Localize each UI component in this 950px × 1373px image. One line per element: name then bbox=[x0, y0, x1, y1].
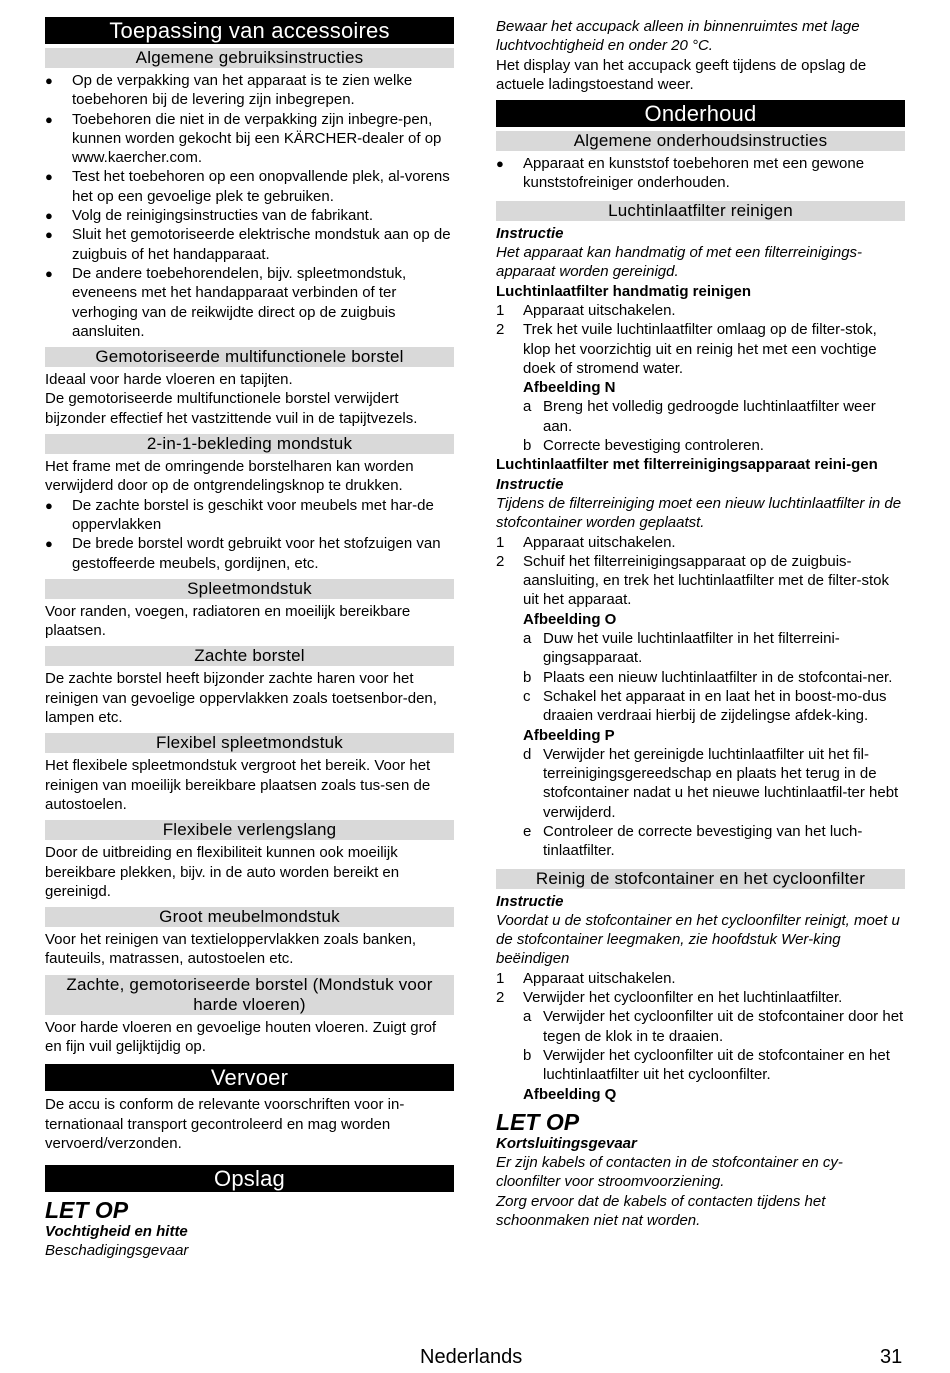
substep-text: Correcte bevestiging controleren. bbox=[543, 437, 764, 455]
substep-text: Plaats een nieuw luchtinlaatfilter in de stofcontai-ner. bbox=[543, 668, 893, 686]
substep-text: Verwijder het cycloonfilter uit de stofcontainer en het luchtinlaatfilter uit het cycloonfilter. bbox=[543, 1046, 890, 1084]
subheading-flexibel-spleetmondstuk: Flexibel spleetmondstuk bbox=[45, 733, 454, 753]
section-heading-onderhoud: Onderhoud bbox=[496, 100, 905, 127]
hand-substeps bbox=[523, 397, 905, 455]
app-steps bbox=[496, 533, 905, 610]
step-number: 2 bbox=[496, 321, 505, 339]
paragraph: Het frame met de omringende borstelharen kan worden verwijderd door op de ontgrendelingsknop te drukken. bbox=[45, 458, 414, 495]
substep-letter: b bbox=[523, 437, 532, 455]
figure-reference: Afbeelding O bbox=[523, 610, 617, 628]
step-item bbox=[496, 320, 905, 378]
paragraph: Het flexibele spleetmondstuk vergroot het bereik. Voor het reinigen van moeilijk bereikbare plaatsen zoals tus-sen de autostoelen. bbox=[45, 757, 431, 813]
list-item: ● Toebehoren die niet in de verpakking zijn inbegre-pen, kunnen worden gekocht bij een KÄRCHER-dealer of op www.kaercher.com. bbox=[45, 110, 454, 168]
list-item: ● Sluit het gemotoriseerde elektrische mondstuk aan op de zuigbuis of het handapparaat. bbox=[45, 225, 454, 264]
warning-subheading: Kortsluitingsgevaar bbox=[496, 1134, 637, 1152]
list-item: ● Volg de reinigingsinstructies van de fabrikant. bbox=[45, 206, 454, 225]
list-item: ● De andere toebehorendelen, bijv. spleetmondstuk, eveneens met het handapparaat verbinden of ter verhoging van de reikwijdte direct op de zuigbuis aansluiten. bbox=[45, 264, 454, 341]
paragraph: De zachte borstel heeft bijzonder zachte haren voor het reinigen van gevoelige oppervlakken zoals toetsenbor-den, lampen etc. bbox=[45, 670, 437, 727]
substep-letter: b bbox=[523, 1046, 532, 1064]
subheading-flexibele-verlengslang: Flexibele verlengslang bbox=[45, 820, 454, 840]
step-item bbox=[496, 988, 905, 1007]
gebruik-list bbox=[45, 71, 454, 341]
page-number: 31 bbox=[880, 1346, 903, 1368]
subheading-harde-vloeren: Zachte, gemotoriseerde borstel (Mondstuk voor harde vloeren) bbox=[45, 975, 454, 1015]
subheading-algemene-onderhoud: Algemene onderhoudsinstructies bbox=[496, 131, 905, 151]
left-column bbox=[45, 17, 454, 1261]
cycloon-steps bbox=[496, 969, 905, 1008]
figure-reference: Afbeelding N bbox=[523, 379, 616, 397]
substep-letter: b bbox=[523, 668, 532, 686]
twoin1-list bbox=[45, 496, 454, 573]
substep-text: Verwijder het cycloonfilter uit de stofcontainer door het tegen de klok in te draaien. bbox=[543, 1008, 904, 1045]
list-item: ● Apparaat en kunststof toebehoren met een gewone kunststofreiniger onderhouden. bbox=[496, 154, 905, 193]
substep-item bbox=[523, 668, 905, 687]
substep-item bbox=[523, 1046, 905, 1085]
subheading-meubelmondstuk: Groot meubelmondstuk bbox=[45, 907, 454, 927]
substep-letter: d bbox=[523, 745, 532, 763]
substep-item bbox=[523, 745, 905, 822]
warning-text: Beschadigingsgevaar bbox=[45, 1242, 189, 1260]
figure-reference: Afbeelding P bbox=[523, 726, 615, 744]
onderhoud-list bbox=[496, 154, 905, 193]
warning-text: Er zijn kabels of contacten in de stofcontainer en cy-cloonfilter voor stroomvoorziening. bbox=[496, 1154, 843, 1191]
paragraph: Bewaar het accupack alleen in binnenruimtes met lage luchtvochtigheid en onder 20 °C. bbox=[496, 18, 860, 55]
instruction-label: Instructie bbox=[496, 224, 564, 242]
subheading-stofcontainer-cycloonfilter: Reinig de stofcontainer en het cycloonfilter bbox=[496, 869, 905, 889]
subheading-multifunctionele-borstel: Gemotoriseerde multifunctionele borstel bbox=[45, 347, 454, 367]
paragraph: Het apparaat kan handmatig of met een filterreinigings-apparaat worden gereinigd. bbox=[496, 244, 863, 281]
procedure-title: Luchtinlaatfilter handmatig reinigen bbox=[496, 282, 752, 300]
step-text: Schuif het filterreinigingsapparaat op de zuigbuis-aansluiting, en trek het luchtinlaatfilter met de filter-stok uit het apparaat. bbox=[523, 552, 890, 609]
paragraph: Voor harde vloeren en gevoelige houten vloeren. Zuigt grof en fijn vuil gelijktijdig op. bbox=[45, 1018, 437, 1055]
substep-text: Schakel het apparaat in en laat het in boost-mo-dus draaien verdraai hierbij de zijdelingse afdek-king. bbox=[543, 687, 887, 725]
list-item: ● Test het toebehoren op een onopvallende plek, al-vorens het op een gevoelige plek te gebruiken. bbox=[45, 167, 454, 206]
hand-steps bbox=[496, 301, 905, 378]
substep-letter: e bbox=[523, 822, 532, 840]
step-text: Verwijder het cycloonfilter en het luchtinlaatfilter. bbox=[523, 989, 843, 1007]
figure-reference: Afbeelding Q bbox=[523, 1085, 617, 1103]
substep-item bbox=[523, 687, 905, 726]
step-item bbox=[496, 533, 905, 552]
section-heading-opslag: Opslag bbox=[45, 1165, 454, 1192]
paragraph: De gemotoriseerde multifunctionele borstel verwijdert bijzonder effectief het vastzittende vuil in de tapijtvezels. bbox=[45, 390, 418, 427]
app-substeps-o bbox=[523, 629, 905, 725]
paragraph: Door de uitbreiding en flexibiliteit kunnen ook moeilijk bereikbare plekken, bijv. in de auto worden bereikt en gereinigd. bbox=[45, 844, 400, 900]
paragraph: Tijdens de filterreiniging moet een nieuw luchtinlaatfilter in de stofcontainer worden geplaatst. bbox=[496, 494, 902, 532]
substep-item bbox=[523, 436, 905, 455]
subheading-zachte-borstel: Zachte borstel bbox=[45, 646, 454, 666]
substep-letter: a bbox=[523, 398, 532, 416]
footer-language: Nederlands bbox=[420, 1346, 523, 1368]
substep-text: Verwijder het gereinigde luchtinlaatfilter uit het fil-terreinigingsgereedschap en plaats het terug in de stofcontainer nadat u het nieuwe luchtinlaatfil-ter hebt verwijderd. bbox=[543, 745, 899, 821]
step-text: Apparaat uitschakelen. bbox=[523, 301, 676, 319]
section-heading-vervoer: Vervoer bbox=[45, 1064, 454, 1091]
step-number: 1 bbox=[496, 301, 505, 319]
step-text: Apparaat uitschakelen. bbox=[523, 969, 676, 987]
subheading-spleetmondstuk: Spleetmondstuk bbox=[45, 579, 454, 599]
substep-letter: a bbox=[523, 630, 532, 648]
substep-item bbox=[523, 397, 905, 436]
instruction-label: Instructie bbox=[496, 892, 564, 910]
substep-item bbox=[523, 822, 905, 861]
paragraph: Voor randen, voegen, radiatoren en moeilijk bereikbare plaatsen. bbox=[45, 602, 411, 640]
subheading-gebruiksinstructies: Algemene gebruiksinstructies bbox=[45, 48, 454, 68]
paragraph: Voor het reinigen van textieloppervlakken zoals banken, fauteuils, matrassen, autostoelen etc. bbox=[45, 931, 417, 968]
step-number: 2 bbox=[496, 552, 505, 570]
warning-subheading: Vochtigheid en hitte bbox=[45, 1223, 188, 1241]
substep-item bbox=[523, 629, 905, 668]
list-item: ● De zachte borstel is geschikt voor meubels met har-de oppervlakken bbox=[45, 496, 454, 535]
cycloon-substeps bbox=[523, 1007, 905, 1084]
subheading-2in1: 2-in-1-bekleding mondstuk bbox=[45, 434, 454, 454]
substep-item bbox=[523, 1007, 905, 1046]
paragraph: Voordat u de stofcontainer en het cycloonfilter reinigt, moet u de stofcontainer leegmaken, zie hoofdstuk Wer-king beëindigen bbox=[496, 911, 900, 968]
step-text: Apparaat uitschakelen. bbox=[523, 533, 676, 551]
substep-letter: a bbox=[523, 1008, 532, 1026]
app-substeps-p bbox=[523, 745, 905, 861]
list-item: ● De brede borstel wordt gebruikt voor het stofzuigen van gestoffeerde meubels, gordijnen, etc. bbox=[45, 534, 454, 573]
substep-text: Controleer de correcte bevestiging van het luch-tinlaatfilter. bbox=[543, 822, 863, 860]
warning-heading: LET OP bbox=[45, 1197, 129, 1224]
list-item: ● Op de verpakking van het apparaat is te zien welke toebehoren bij de levering zijn inbegrepen. bbox=[45, 71, 454, 110]
paragraph: Ideaal voor harde vloeren en tapijten. bbox=[45, 371, 293, 389]
paragraph: Het display van het accupack geeft tijdens de opslag de actuele ladingstoestand weer. bbox=[496, 56, 867, 93]
warning-heading: LET OP bbox=[496, 1108, 580, 1135]
subheading-luchtinlaatfilter: Luchtinlaatfilter reinigen bbox=[496, 201, 905, 221]
substep-text: Breng het volledig gedroogde luchtinlaatfilter weer aan. bbox=[543, 398, 876, 435]
warning-text: Zorg ervoor dat de kabels of contacten tijdens het schoonmaken niet nat worden. bbox=[496, 1192, 826, 1230]
step-number: 2 bbox=[496, 989, 505, 1007]
substep-text: Duw het vuile luchtinlaatfilter in het filterreini-gingsapparaat. bbox=[543, 630, 840, 667]
procedure-title: Luchtinlaatfilter met filterreinigingsapparaat reini-gen bbox=[496, 456, 878, 474]
step-number: 1 bbox=[496, 533, 505, 551]
paragraph: De accu is conform de relevante voorschriften voor in-ternationaal transport gecontroleerd en mag worden vervoerd/verzonden. bbox=[45, 1096, 405, 1152]
step-item bbox=[496, 301, 905, 320]
step-item bbox=[496, 552, 905, 610]
step-item bbox=[496, 969, 905, 988]
step-text: Trek het vuile luchtinlaatfilter omlaag op de filter-stok, klop het voorzichtig uit en reinig het met een vochtige doek of stromend water. bbox=[523, 321, 877, 377]
right-column bbox=[496, 17, 905, 1230]
instruction-label: Instructie bbox=[496, 475, 564, 493]
substep-letter: c bbox=[523, 687, 531, 705]
section-heading-accessoires: Toepassing van accessoires bbox=[45, 17, 454, 44]
step-number: 1 bbox=[496, 969, 505, 987]
